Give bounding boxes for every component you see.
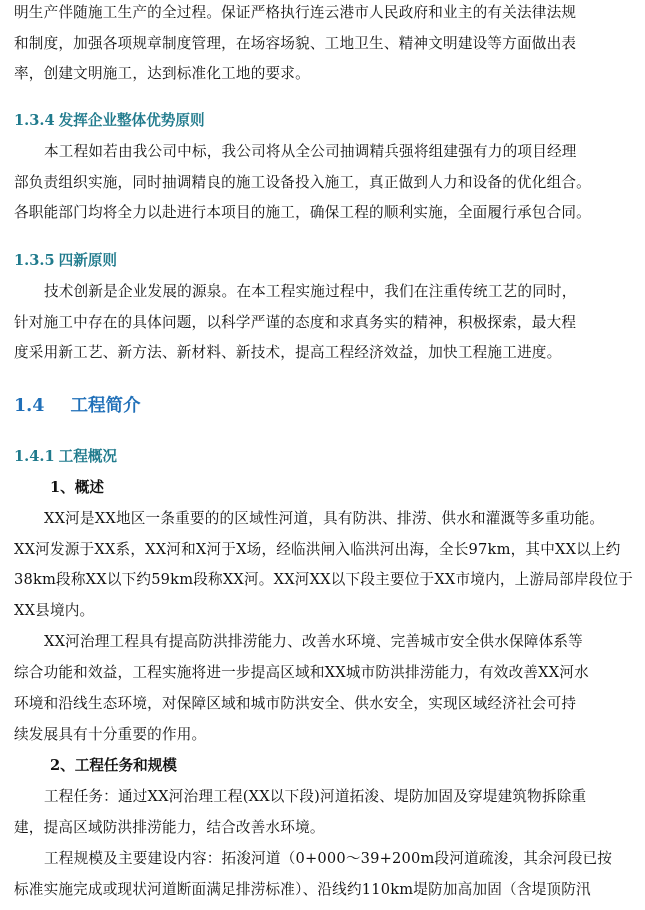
- body-text-line: 建，提高区域防洪排涝能力，结合改善水环境。: [14, 819, 325, 836]
- body-text-line: 部负责组织实施，同时抽调精良的施工设备投入施工，真正做到人力和设备的优化组合。: [14, 174, 591, 191]
- body-text-line: XX河是XX地区一条重要的的区域性河道，具有防洪、排涝、供水和灌溉等多重功能。: [44, 510, 605, 527]
- section-number: 1.3.4: [14, 112, 55, 129]
- section-heading-1-3-4: [14, 111, 205, 131]
- section-heading-1-3-5: [14, 251, 117, 271]
- body-text-line: 针对施工中存在的具体问题，以科学严谨的态度和求真务实的精神，积极探索，最大程: [14, 314, 577, 331]
- body-text-line: 率，创建文明施工，达到标准化工地的要求。: [14, 65, 310, 82]
- section-title: 工程简介: [70, 396, 141, 416]
- body-text-line: 技术创新是企业发展的源泉。在本工程实施过程中，我们在注重传统工艺的同时，: [44, 283, 577, 300]
- body-text-line: 标准实施完成或现状河道断面满足排涝标准）、沿线约110km堤防加高加固（含堤顶防汛: [14, 881, 591, 898]
- body-text-line: 明生产伴随施工生产的全过程。保证严格执行连云港市人民政府和业主的有关法律法规: [14, 4, 577, 21]
- body-text-line: 本工程如若由我公司中标，我公司将从全公司抽调精兵强将组建强有力的项目经理: [44, 143, 577, 160]
- section-heading-1-4: [14, 394, 140, 418]
- body-text-line: 综合功能和效益，工程实施将进一步提高区域和XX城市防洪排涝能力，有效改善XX河水: [14, 664, 589, 681]
- section-heading-1-4-1: [14, 447, 117, 467]
- body-text-line: 38km段称XX以下约59km段称XX河。XX河XX以下段主要位于XX市境内，上游局部岸段位于: [14, 571, 634, 588]
- section-title: 四新原则: [58, 252, 118, 269]
- body-text-line: XX河发源于XX系，XX河和X河于X场，经临洪闸入临洪河出海，全长97km，其中XX以上约: [14, 541, 621, 558]
- body-text-line: 工程任务：通过XX河治理工程(XX以下段)河道拓浚、堤防加固及穿堤建筑物拆除重: [44, 788, 587, 805]
- body-text-line: XX河治理工程具有提高防洪排涝能力、改善水环境、完善城市安全供水保障体系等: [44, 633, 583, 650]
- body-text-line: 工程规模及主要建设内容：拓浚河道（0+000～39+200m段河道疏浚，其余河段已按: [44, 850, 613, 867]
- section-number: 1.4: [14, 396, 45, 416]
- body-text-line: 度采用新工艺、新方法、新材料、新技术，提高工程经济效益，加快工程施工进度。: [14, 344, 562, 361]
- subsection-heading-tasks-scale: 2、工程任务和规模: [50, 757, 177, 774]
- subsection-heading-overview: 1、概述: [50, 479, 104, 496]
- body-text-line: 续发展具有十分重要的作用。: [14, 726, 207, 743]
- section-title: 工程概况: [58, 448, 118, 465]
- body-text-line: 环境和沿线生态环境，对保障区域和城市防洪安全、供水安全，实现区域经济社会可持: [14, 695, 577, 712]
- body-text-line: 各职能部门均将全力以赴进行本项目的施工，确保工程的顺利实施，全面履行承包合同。: [14, 204, 591, 221]
- section-number: 1.4.1: [14, 448, 55, 465]
- section-number: 1.3.5: [14, 252, 55, 269]
- section-title: 发挥企业整体优势原则: [58, 112, 205, 129]
- body-text-line: 和制度，加强各项规章制度管理，在场容场貌、工地卫生、精神文明建设等方面做出表: [14, 35, 577, 52]
- body-text-line: XX县境内。: [14, 602, 95, 619]
